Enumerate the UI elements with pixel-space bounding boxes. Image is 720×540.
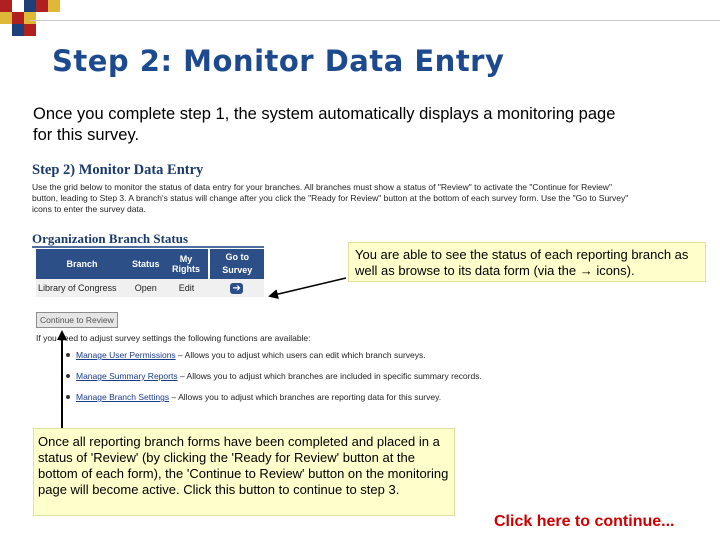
adjust-settings-text: If you need to adjust survey settings the following functions are available: — [36, 333, 311, 343]
column-header-status: Status — [128, 249, 164, 279]
list-item — [76, 392, 482, 403]
branch-status-underline — [32, 246, 264, 248]
table-header-row — [36, 249, 264, 279]
continue-link[interactable]: Click here to continue... — [494, 513, 675, 530]
column-header-rights: My Rights — [164, 249, 210, 279]
bullet-icon — [66, 353, 70, 357]
intro-text: Once you complete step 1, the system automatically displays a monitoring page for this survey. — [33, 105, 616, 144]
title-rule — [30, 20, 720, 21]
arrow-to-table — [270, 278, 346, 296]
arrow-right-icon[interactable]: ➔ — [230, 283, 243, 294]
list-item — [76, 350, 482, 361]
list-item — [76, 371, 482, 382]
bullet-icon — [66, 374, 70, 378]
function-description: – Allows you to adjust which users can edit which branch surveys. — [175, 350, 426, 360]
manage-summary-reports-link[interactable]: Manage Summary Reports — [76, 371, 178, 381]
table-row — [36, 279, 264, 297]
continue-to-review-button[interactable]: Continue to Review — [36, 312, 118, 328]
manage-branch-settings-link[interactable]: Manage Branch Settings — [76, 392, 170, 402]
column-header-branch: Branch — [36, 249, 128, 279]
screenshot-description: Use the grid below to monitor the status of data entry for your branches. All branches must show a status of "Review" to activate the "Continue for Review" button, leading to Step 3. A branch's status will change after you click the "Ready for Review" button at the bottom of each survey form. Use the "Go to Survey" icons to enter the survey data. — [32, 182, 629, 214]
functions-list — [76, 350, 482, 413]
manage-user-permissions-link[interactable]: Manage User Permissions — [76, 350, 176, 360]
callout-branch-status: You are able to see the status of each reporting branch as well as browse to its data form (via the → icons). — [348, 242, 706, 282]
bullet-icon — [66, 395, 70, 399]
slide-title: Step 2: Monitor Data Entry — [52, 44, 505, 78]
column-header-goto: Go to Survey — [209, 249, 264, 279]
screenshot-heading: Step 2) Monitor Data Entry — [32, 162, 204, 178]
branch-status-table — [36, 249, 264, 297]
branch-status-heading: Organization Branch Status — [32, 231, 189, 246]
cell-goto — [209, 279, 264, 297]
callout-continue-review: Once all reporting branch forms have been completed and placed in a status of 'Review' (by clicking the 'Ready for Review' button at the bottom of each form), the 'Continue to Review' button on the monitoring page will become active. Click this button to continue to step 3. — [33, 428, 455, 516]
cell-rights: Edit — [164, 279, 210, 297]
cell-status: Open — [128, 279, 164, 297]
function-description: – Allows you to adjust which branches are included in specific summary records. — [177, 371, 482, 381]
function-description: – Allows you to adjust which branches are reporting data for this survey. — [169, 392, 442, 402]
cell-branch: Library of Congress — [36, 279, 128, 297]
